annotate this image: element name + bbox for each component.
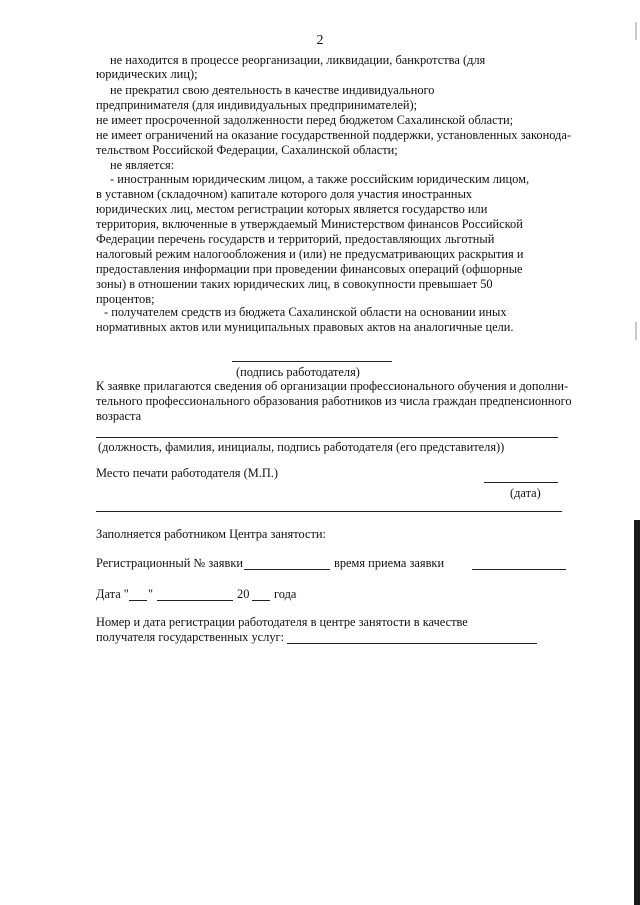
attachment-line: тельного профессионального образования работников из числа граждан предпенсионного bbox=[96, 394, 572, 408]
registration-line: Номер и дата регистрации работодателя в центре занятости в качестве bbox=[96, 615, 468, 629]
body-line: территория, включенные в утверждаемый Министерством финансов Российской bbox=[96, 217, 523, 231]
date-caption: (дата) bbox=[510, 486, 541, 500]
body-line: юридических лиц, местом регистрации которых является государство или bbox=[96, 202, 488, 216]
registration-line: получателя государственных услуг: bbox=[96, 630, 285, 644]
page-number: 2 bbox=[316, 33, 324, 48]
body-line: юридических лиц); bbox=[96, 67, 198, 81]
body-line: налоговый режим налогообложения и (или) не предусматривающих раскрытия и bbox=[96, 247, 524, 261]
day-field bbox=[129, 600, 147, 601]
body-line: предоставления информации при проведении финансовых операций (офшорные bbox=[96, 262, 523, 276]
body-line: - получателем средств из бюджета Сахалинской области на основании иных bbox=[104, 305, 507, 319]
date-line bbox=[484, 482, 558, 483]
date-label: Дата " bbox=[96, 587, 129, 601]
signature-caption: (подпись работодателя) bbox=[236, 365, 360, 379]
body-line: зоны) в отношении таких юридических лиц, в совокупности превышает 50 bbox=[96, 277, 493, 291]
body-line: процентов; bbox=[96, 292, 155, 306]
body-line: не находится в процессе реорганизации, ликвидации, банкротства (для bbox=[110, 53, 486, 67]
year-prefix: 20 bbox=[237, 587, 250, 601]
scan-edge-mark bbox=[635, 322, 637, 340]
reception-time-field bbox=[472, 569, 566, 570]
body-line: не прекратил свою деятельность в качестве индивидуального bbox=[110, 83, 435, 97]
body-line: тельством Российской Федерации, Сахалинской области; bbox=[96, 143, 398, 157]
date-quote-close: " bbox=[148, 587, 154, 601]
reg-number-label: Регистрационный № заявки bbox=[96, 556, 243, 570]
attachment-line: К заявке прилагаются сведения об организации профессионального обучения и дополни- bbox=[96, 379, 569, 393]
year-field bbox=[252, 600, 270, 601]
signature-line bbox=[232, 361, 392, 362]
attachment-line: возраста bbox=[96, 409, 142, 423]
registration-field bbox=[287, 643, 537, 644]
body-line: нормативных актов или муниципальных правовых актов на аналогичные цели. bbox=[96, 320, 514, 334]
body-line: - иностранным юридическим лицом, а также российским юридическим лицом, bbox=[110, 172, 530, 186]
scan-edge-shadow bbox=[634, 520, 640, 905]
body-line: не имеет просроченной задолженности перед бюджетом Сахалинской области; bbox=[96, 113, 514, 127]
section-divider bbox=[96, 511, 562, 512]
month-field bbox=[157, 600, 233, 601]
center-heading: Заполняется работником Центра занятости: bbox=[96, 527, 326, 541]
body-line: не имеет ограничений на оказание государственной поддержки, установленных законода- bbox=[96, 128, 571, 142]
reception-time-label: время приема заявки bbox=[334, 556, 445, 570]
body-line: не является: bbox=[110, 158, 175, 172]
body-line: Федерации перечень государств и территорий, предоставляющих льготный bbox=[96, 232, 495, 246]
stamp-label: Место печати работодателя (М.П.) bbox=[96, 466, 278, 480]
representative-signature-line bbox=[96, 437, 558, 438]
body-line: предпринимателя (для индивидуальных предпринимателей); bbox=[96, 98, 418, 112]
reg-number-field bbox=[244, 569, 330, 570]
representative-caption: (должность, фамилия, инициалы, подпись работодателя (его представителя)) bbox=[98, 440, 505, 454]
body-line: в уставном (складочном) капитале которого доля участия иностранных bbox=[96, 187, 473, 201]
year-suffix: года bbox=[274, 587, 297, 601]
